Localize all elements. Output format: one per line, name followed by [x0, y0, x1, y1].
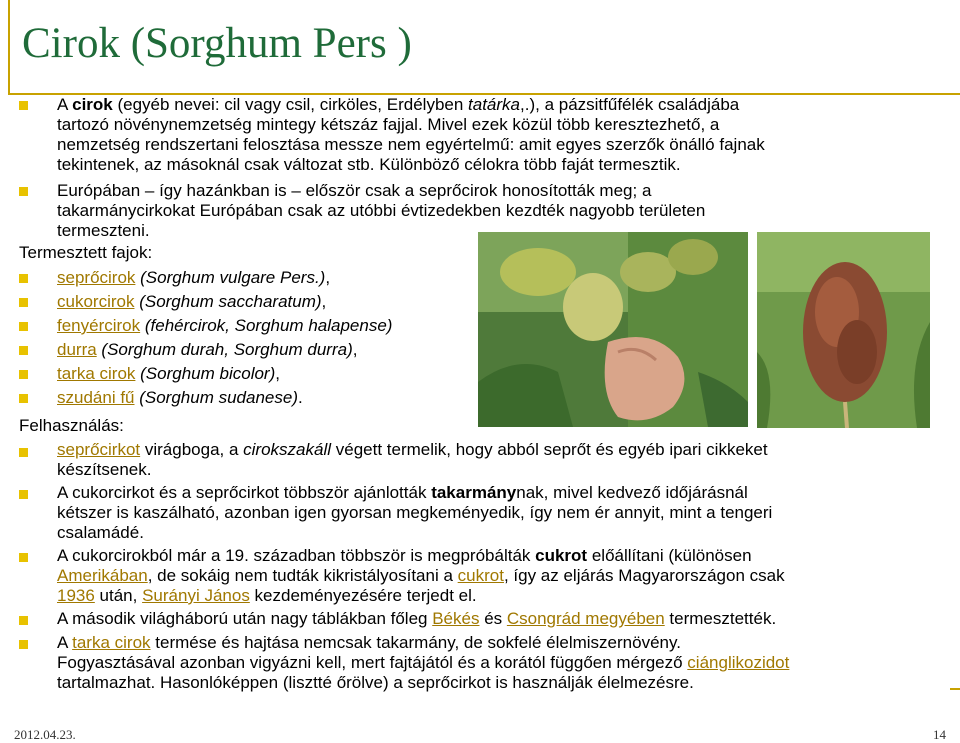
cianglikozid-link[interactable]: ciánglikozidot	[687, 653, 790, 672]
slide-title: Cirok (Sorghum Pers )	[22, 20, 412, 67]
bullet-icon	[19, 640, 28, 649]
species-item: tarka cirok (Sorghum bicolor),	[57, 364, 280, 383]
usage-bullet-3-line-1: A cukorcirokból már a 19. században többször is megpróbálták cukrot előállítani (különösen	[57, 546, 752, 565]
year-1936-link[interactable]: 1936	[57, 586, 95, 605]
bullet-icon	[19, 274, 28, 283]
intro-bullet-2-line-1: Európában – így hazánkban is – először csak a seprőcirok honosították meg; a	[57, 181, 652, 200]
usage-bullet-4: A második világháború után nagy táblákban főleg Békés és Csongrád megyében termesztették.	[57, 609, 777, 628]
tarka-cirok-link[interactable]: tarka cirok	[72, 633, 151, 652]
amerika-link[interactable]: Amerikában	[57, 566, 148, 585]
species-link[interactable]: durra	[57, 340, 97, 359]
bullet-icon	[19, 346, 28, 355]
left-vertical-rule	[8, 0, 10, 95]
species-link[interactable]: fenyércirok	[57, 316, 141, 335]
sorghum-panicle-photo	[757, 232, 930, 428]
usage-bullet-2-line-3: csalamádé.	[57, 523, 144, 542]
species-item: fenyércirok (fehércirok, Sorghum halapense)	[57, 316, 393, 335]
bullet-icon	[19, 298, 28, 307]
usage-bullet-2-line-1: A cukorcirkot és a seprőcirkot többször ajánlották takarmánynak, mivel kedvező időjárásnál	[57, 483, 748, 502]
usage-bullet-3-line-3: 1936 után, Surányi János kezdeményezésére terjedt el.	[57, 586, 477, 605]
usage-bullet-5-line-1: A tarka cirok termése és hajtása nemcsak takarmány, de sokfelé élelmiszernövény.	[57, 633, 681, 652]
intro-bullet-2-line-3: termeszteni.	[57, 221, 150, 240]
bullet-icon	[19, 101, 28, 110]
species-item: szudáni fű (Sorghum sudanese).	[57, 388, 303, 407]
usage-bullet-5-line-3: tartalmazhat. Hasonlóképpen (lisztté őrölve) a seprőcirkot is használják élelmezésre.	[57, 673, 694, 692]
intro-bullet-1-line-1: A cirok (egyéb nevei: cil vagy csil, cirköles, Erdélyben tatárka,.), a pázsitfűfélék családjába	[57, 95, 740, 114]
species-link[interactable]: szudáni fű	[57, 388, 135, 407]
species-item: durra (Sorghum durah, Sorghum durra),	[57, 340, 358, 359]
bullet-icon	[19, 187, 28, 196]
bullet-icon	[19, 394, 28, 403]
intro-bullet-1-line-4: tekintenek, az másoknál csak változat stb. Különböző célokra több faját termesztik.	[57, 155, 681, 174]
suranyi-janos-link[interactable]: Surányi János	[142, 586, 250, 605]
species-item: cukorcirok (Sorghum saccharatum),	[57, 292, 327, 311]
usage-heading: Felhasználás:	[19, 416, 124, 435]
sorghum-hand-photo	[478, 232, 748, 427]
bullet-icon	[19, 448, 28, 457]
cukor-link[interactable]: cukrot	[457, 566, 504, 585]
species-link[interactable]: seprőcirok	[57, 268, 136, 287]
footer-date: 2012.04.23.	[14, 727, 76, 742]
bullet-icon	[19, 370, 28, 379]
bekes-link[interactable]: Békés	[432, 609, 480, 628]
usage-bullet-5-line-2: Fogyasztásával azonban vigyázni kell, mert fajtájától és a korától függően mérgező ciánglikozidot	[57, 653, 790, 672]
right-corner-mark	[950, 688, 960, 690]
intro-bullet-2-line-2: takarmánycirkokat Európában csak az utóbbi évtizedekben kezdték nagyobb területen	[57, 201, 706, 220]
csongrad-link[interactable]: Csongrád megyében	[506, 609, 665, 628]
bullet-icon	[19, 616, 28, 625]
seprocirok-link[interactable]: seprőcirkot	[57, 440, 141, 459]
species-link[interactable]: tarka cirok	[57, 364, 136, 383]
bullet-icon	[19, 322, 28, 331]
page-number: 14	[933, 727, 946, 742]
species-item: seprőcirok (Sorghum vulgare Pers.),	[57, 268, 331, 287]
intro-bullet-1-line-3: nemzetség rendszertani felosztása messze nem egyértelmű: amit egyes szerzők önálló fajnak	[57, 135, 765, 154]
bullet-icon	[19, 490, 28, 499]
usage-bullet-3-line-2: Amerikában, de sokáig nem tudták kikristályosítani a cukrot, így az eljárás Magyarországon csak	[57, 566, 785, 585]
usage-bullet-2-line-2: kétszer is kaszálható, azonban igen gyorsan megkeményedik, így nem ér annyit, mint a tengeri	[57, 503, 773, 522]
species-link[interactable]: cukorcirok	[57, 292, 135, 311]
intro-bullet-1-line-2: tartozó növénynemzetség mintegy kétszáz fajjal. Mivel ezek közül több keresztezhető, a	[57, 115, 720, 134]
usage-bullet-1-line-2: készítsenek.	[57, 460, 152, 479]
species-heading: Termesztett fajok:	[19, 243, 153, 262]
bullet-icon	[19, 553, 28, 562]
usage-bullet-1-line-1: seprőcirkot virágboga, a cirokszakáll végett termelik, hogy abból seprőt és egyéb ipari cikkeket	[57, 440, 768, 459]
